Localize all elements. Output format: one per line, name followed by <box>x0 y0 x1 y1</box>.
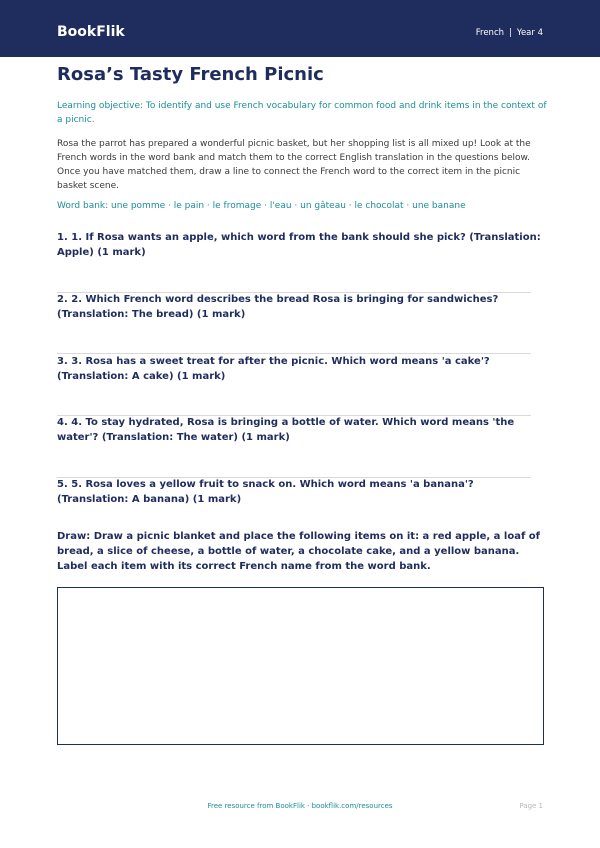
question-5: 5. 5. Rosa loves a yellow fruit to snack on. Which word means 'a banana'? (Translation: A banana) (1 mark) <box>57 479 474 505</box>
subject-label: French <box>475 28 505 38</box>
footer-resource-text: Free resource from BookFlik · bookflik.com/resources <box>207 802 393 810</box>
year-label: Year 4 <box>516 28 543 38</box>
question-4: 4. 4. To stay hydrated, Rosa is bringing a bottle of water. Which word means 'the water'? (Translation: The water) (1 mark) <box>57 417 515 443</box>
brand-logo: BookFlik <box>57 24 125 40</box>
drawing-area[interactable] <box>57 587 544 745</box>
meta-separator: | <box>509 28 512 38</box>
question-3: 3. 3. Rosa has a sweet treat for after the picnic. Which word means 'a cake'? (Translation: A cake) (1 mark) <box>57 356 490 382</box>
question-2: 2. 2. Which French word describes the bread Rosa is bringing for sandwiches? (Translation: The bread) (1 mark) <box>57 294 499 320</box>
intro-paragraph: Rosa the parrot has prepared a wonderful picnic basket, but her shopping list is all mixed up! Look at the French words in the word bank and match them to the correct English translation in the questions below. Once you have matched them, draw a line to connect the French word to the correct item in the picnic basket scene. <box>57 139 531 191</box>
subject-year-label <box>476 28 543 38</box>
word-bank: Word bank: une pomme · le pain · le fromage · l'eau · un gâteau · le chocolat · une banane <box>57 201 466 211</box>
page-number: Page 1 <box>519 802 543 810</box>
worksheet-title: Rosa’s Tasty French Picnic <box>57 64 324 85</box>
question-1: 1. 1. If Rosa wants an apple, which word from the bank should she pick? (Translation: Apple) (1 mark) <box>57 232 541 258</box>
learning-objective: Learning objective: To identify and use French vocabulary for common food and drink items in the context of a picnic. <box>57 101 547 125</box>
draw-task-instructions: Draw: Draw a picnic blanket and place the following items on it: a red apple, a loaf of bread, a slice of cheese, a bottle of water, a chocolate cake, and a yellow banana. Label each item with its correct French name from the word bank. <box>57 531 541 572</box>
page-header <box>0 0 600 57</box>
